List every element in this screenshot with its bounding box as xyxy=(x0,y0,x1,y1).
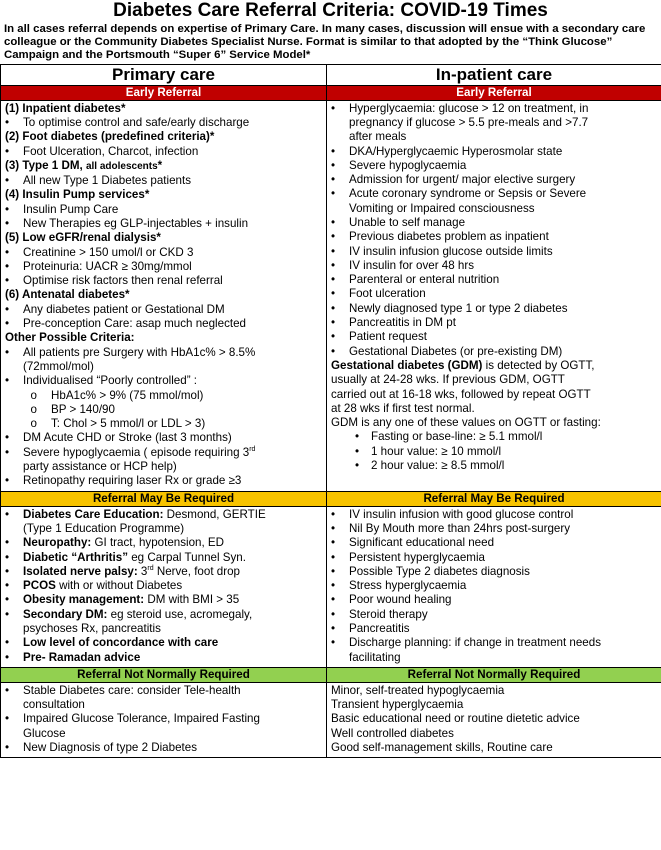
header-primary: Primary care xyxy=(1,64,327,85)
band-may-inpatient: Referral May Be Required xyxy=(327,491,661,506)
list-item: • Foot Ulceration, Charcot, infection xyxy=(5,144,199,158)
list-item: • Previous diabetes problem as inpatient xyxy=(331,230,549,244)
inpatient-may-cell xyxy=(327,506,661,667)
list-item: • PCOS with or without Diabetes xyxy=(5,579,183,593)
list-item: • Foot ulceration xyxy=(331,287,426,301)
list-item: • Poor wound healing xyxy=(331,593,452,607)
band-early-inpatient: Early Referral xyxy=(327,85,661,100)
gdm-values-intro: GDM is any one of these values on OGTT or fasting: xyxy=(331,416,601,430)
list-item: • Retinopathy requiring laser Rx or grade ≥3 xyxy=(5,474,242,488)
page-title: Diabetes Care Referral Criteria: COVID-19 Times xyxy=(113,0,548,21)
list-item: • Severe hypoglycaemia xyxy=(331,158,467,172)
referral-table xyxy=(0,64,661,759)
list-item: • Acute coronary syndrome or Sepsis or Severe Vomiting or Impaired consciousness xyxy=(331,187,587,215)
list-item: • DKA/Hyperglycaemic Hyperosmolar state xyxy=(331,144,563,158)
list-item: • Patient request xyxy=(331,330,427,344)
list-item: • Optimise risk factors then renal referral xyxy=(5,274,223,288)
list-item: • Severe hypoglycaemia ( episode requiring 3rd party assistance or HCP help) xyxy=(5,445,256,474)
list-item: • IV insulin infusion with good glucose control xyxy=(331,507,574,521)
list-item: • Parenteral or enteral nutrition xyxy=(331,273,500,287)
list-item: • IV insulin for over 48 hrs xyxy=(331,258,475,272)
sub-list-item: o T: Chol > 5 mmol/l or LDL > 3) xyxy=(30,417,206,431)
list-item: • 2 hour value: ≥ 8.5 mmol/l xyxy=(354,459,505,473)
list-item: • Diabetes Care Education: Desmond, GERTIE (Type 1 Education Programme) xyxy=(5,507,266,535)
list-line: Well controlled diabetes xyxy=(331,726,454,740)
heading: (4) Insulin Pump services* xyxy=(5,188,150,202)
list-item: • Stress hyperglycaemia xyxy=(331,579,467,593)
inpatient-not-cell xyxy=(327,682,661,757)
list-line: Minor, self-treated hypoglycaemia xyxy=(331,683,505,697)
inpatient-early-cell xyxy=(327,100,661,491)
list-item: • Newly diagnosed type 1 or type 2 diabetes xyxy=(331,301,568,315)
heading: (5) Low eGFR/renal dialysis* xyxy=(5,231,161,245)
gdm-paragraph: Gestational diabetes (GDM) is detected by OGTT, usually at 24-28 wks. If previous GDM, OGTT carried out at 16-18 wks, followed by repeat OGTT at 28 wks if first test normal. xyxy=(331,358,595,415)
list-item: • Significant educational need xyxy=(331,536,495,550)
list-item: • Low level of concordance with care xyxy=(5,636,219,650)
list-item: • Obesity management: DM with BMI > 35 xyxy=(5,593,240,607)
primary-not-cell xyxy=(1,682,327,757)
heading: (1) Inpatient diabetes* xyxy=(5,101,126,115)
list-item: • Possible Type 2 diabetes diagnosis xyxy=(331,564,530,578)
list-item: • Gestational Diabetes (or pre-existing DM) xyxy=(331,344,563,358)
primary-may-cell xyxy=(1,506,327,667)
list-item: • New Diagnosis of type 2 Diabetes xyxy=(5,741,197,755)
list-item: • Persistent hyperglycaemia xyxy=(331,550,485,564)
band-not-inpatient: Referral Not Normally Required xyxy=(327,667,661,682)
list-item: • Secondary DM: eg steroid use, acromegaly, psychoses Rx, pancreatitis xyxy=(5,607,253,635)
list-item: • DM Acute CHD or Stroke (last 3 months) xyxy=(5,431,232,445)
band-not-primary: Referral Not Normally Required xyxy=(1,667,327,682)
list-item: • Pre-conception Care: asap much neglected xyxy=(5,317,246,331)
intro-text: In all cases referral depends on expertise of Primary Care. In many cases, discussion will ensue with a secondary care colleague or the Community Diabetes Specialist Nurse. Format is similar to that adopted by the “Think Glucose” Campaign and the Portsmouth “Super 6” Service Model* xyxy=(4,23,646,62)
list-item: • New Therapies eg GLP-injectables + insulin xyxy=(5,216,249,230)
list-item: • Impaired Glucose Tolerance, Impaired Fasting Glucose xyxy=(5,712,260,740)
list-item: • Pancreatitis xyxy=(331,622,410,635)
list-item: • Stable Diabetes care: consider Tele-health consultation xyxy=(5,683,241,712)
list-item: • Diabetic “Arthritis” eg Carpal Tunnel Syn. xyxy=(5,550,246,564)
heading: (6) Antenatal diabetes* xyxy=(5,288,130,302)
list-line: Good self-management skills, Routine care xyxy=(331,741,553,755)
list-item: • IV insulin infusion glucose outside limits xyxy=(331,244,553,258)
sub-list-item: o HbA1c% > 9% (75 mmol/mol) xyxy=(30,388,204,402)
list-item: • Neuropathy: GI tract, hypotension, ED xyxy=(5,536,225,550)
list-item: • Pre- Ramadan advice xyxy=(5,650,141,664)
heading: Other Possible Criteria: xyxy=(5,331,135,345)
heading: (2) Foot diabetes (predefined criteria)* xyxy=(5,130,215,144)
band-early-primary: Early Referral xyxy=(1,85,327,100)
list-item: • Fasting or base-line: ≥ 5.1 mmol/l xyxy=(354,430,543,444)
primary-early-cell xyxy=(1,100,327,491)
list-item: • Individualised “Poorly controlled” : xyxy=(5,374,197,388)
list-line: Basic educational need or routine dietetic advice xyxy=(331,712,580,726)
band-may-primary: Referral May Be Required xyxy=(1,491,327,506)
heading: (3) Type 1 DM, all adolescents* xyxy=(5,158,163,172)
list-item: • All patients pre Surgery with HbA1c% > 8.5% (72mmol/mol) xyxy=(5,345,256,373)
list-item: • To optimise control and safe/early discharge xyxy=(5,115,250,129)
list-item: • Proteinuria: UACR ≥ 30mg/mmol xyxy=(5,259,192,273)
list-item: • Pancreatitis in DM pt xyxy=(331,316,456,330)
list-item: • Unable to self manage xyxy=(331,215,466,229)
list-item: • Hyperglycaemia: glucose > 12 on treatment, in pregnancy if glucose > 5.5 pre-meals and >7.7 after meals xyxy=(331,101,589,144)
list-item: • Isolated nerve palsy: 3rd Nerve, foot drop xyxy=(5,564,240,578)
list-item: • Creatinine > 150 umol/l or CKD 3 xyxy=(5,245,194,259)
list-item: • Nil By Mouth more than 24hrs post-surgery xyxy=(331,521,571,535)
list-item: • 1 hour value: ≥ 10 mmol/l xyxy=(354,444,502,458)
sub-list-item: o BP > 140/90 xyxy=(30,402,115,416)
list-item: • Steroid therapy xyxy=(331,607,428,621)
list-item: • All new Type 1 Diabetes patients xyxy=(5,174,191,188)
list-item: • Insulin Pump Care xyxy=(5,202,119,216)
list-line: Transient hyperglycaemia xyxy=(331,698,464,712)
list-item: • Admission for urgent/ major elective surgery xyxy=(331,173,576,187)
header-inpatient: In-patient care xyxy=(327,64,661,85)
list-item: • Any diabetes patient or Gestational DM xyxy=(5,302,225,316)
list-item: • Discharge planning: if change in treatment needs facilitating xyxy=(331,636,601,664)
